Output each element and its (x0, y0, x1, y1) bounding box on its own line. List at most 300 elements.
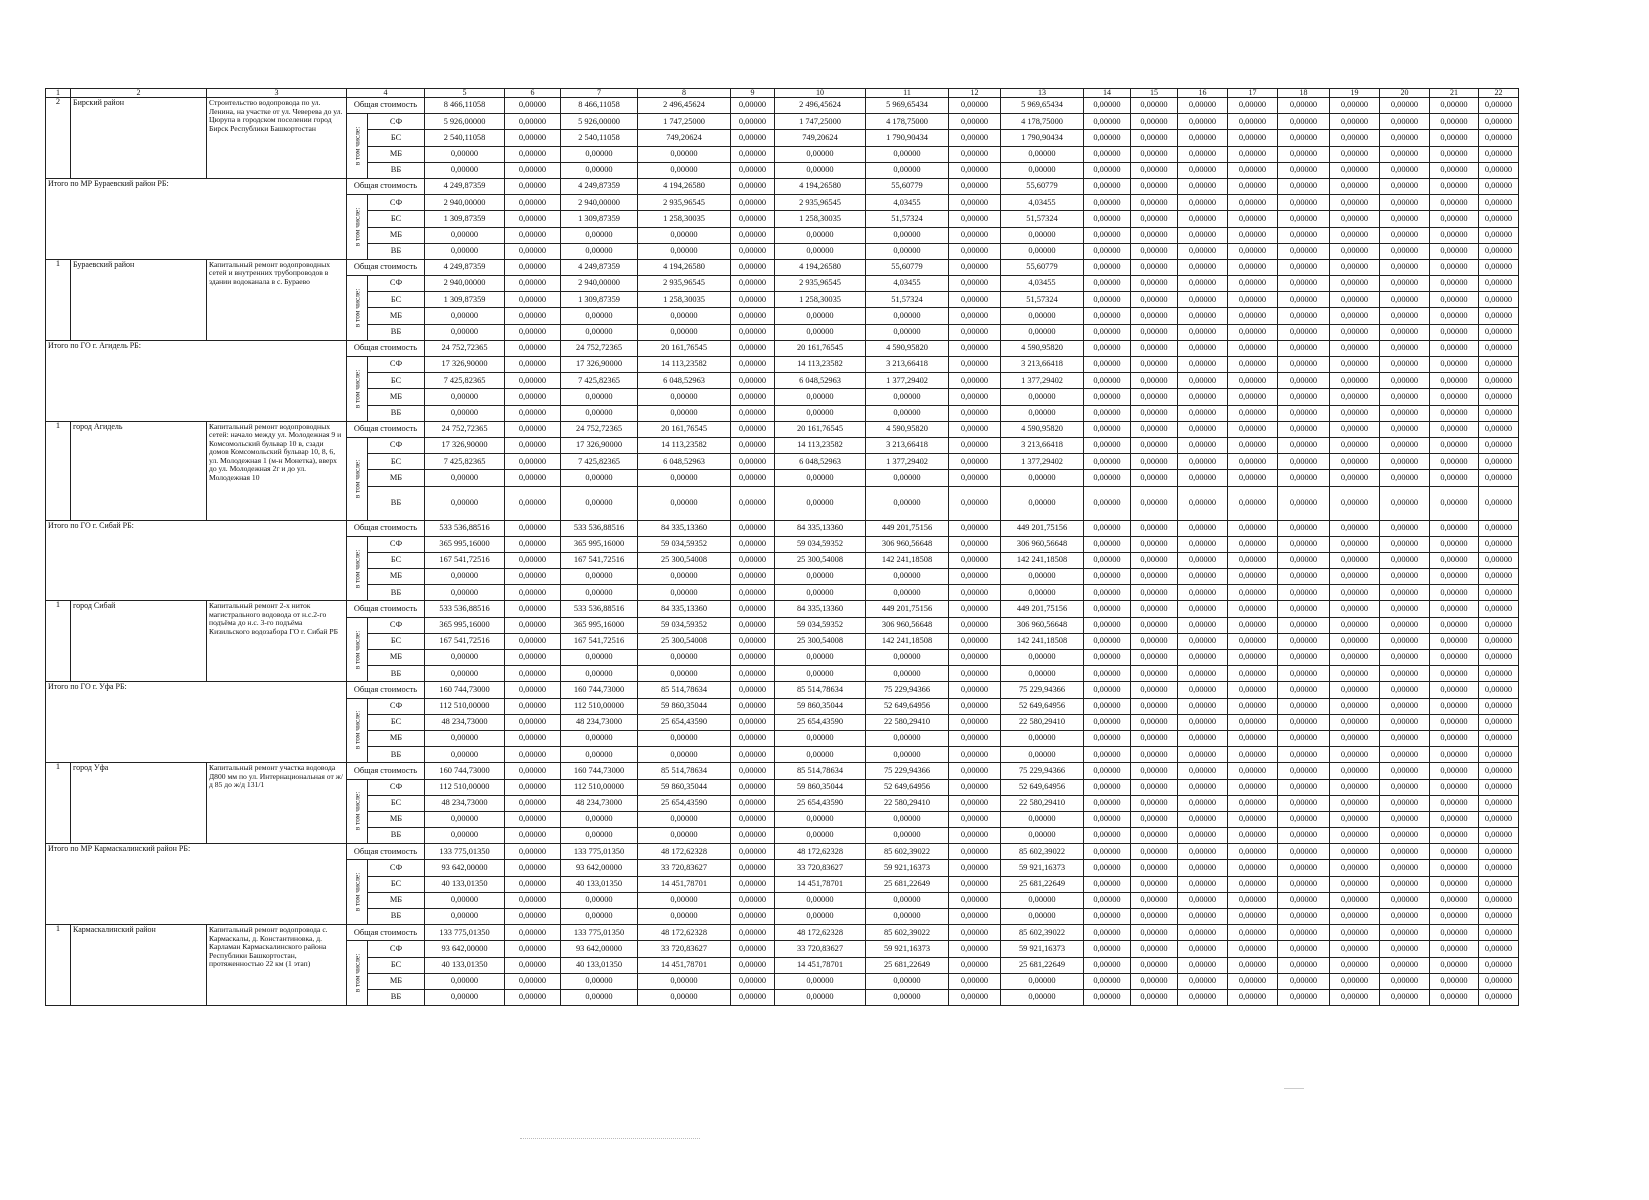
line-label: БС (368, 714, 425, 730)
value-cell: 0,00000 (1228, 437, 1278, 453)
value-cell: 14 113,23582 (775, 357, 866, 373)
value-cell: 0,00000 (1084, 730, 1131, 746)
value-cell: 0,00000 (1330, 259, 1380, 275)
value-cell: 0,00000 (1278, 292, 1330, 308)
value-cell: 0,00000 (949, 714, 1001, 730)
value-cell: 0,00000 (1131, 892, 1178, 908)
value-cell: 0,00000 (1131, 795, 1178, 811)
value-cell: 93 642,00000 (561, 941, 638, 957)
value-cell: 0,00000 (1178, 682, 1228, 698)
value-cell: 0,00000 (731, 292, 775, 308)
value-cell: 0,00000 (1228, 892, 1278, 908)
value-cell: 0,00000 (1380, 308, 1430, 324)
value-cell: 0,00000 (638, 585, 731, 601)
value-cell: 0,00000 (1084, 211, 1131, 227)
value-cell: 0,00000 (1178, 227, 1228, 243)
value-cell: 0,00000 (731, 486, 775, 520)
value-cell: 0,00000 (1330, 747, 1380, 763)
line-label: ВБ (368, 666, 425, 682)
value-cell: 25 300,54008 (775, 552, 866, 568)
value-cell: 0,00000 (1228, 973, 1278, 989)
value-cell: 0,00000 (1479, 730, 1519, 746)
value-cell: 0,00000 (731, 211, 775, 227)
value-cell: 0,00000 (1228, 714, 1278, 730)
value-cell: 0,00000 (1084, 389, 1131, 405)
value-cell: 0,00000 (1178, 98, 1228, 114)
value-cell: 0,00000 (1178, 114, 1228, 130)
value-cell: 0,00000 (1330, 470, 1380, 486)
value-cell: 0,00000 (1131, 243, 1178, 259)
value-cell: 14 113,23582 (775, 437, 866, 453)
value-cell: 0,00000 (425, 730, 505, 746)
value-cell: 59 921,16373 (866, 860, 949, 876)
value-cell: 0,00000 (1001, 308, 1084, 324)
value-cell: 0,00000 (561, 146, 638, 162)
value-cell: 0,00000 (1131, 195, 1178, 211)
value-cell: 0,00000 (1430, 340, 1479, 356)
value-cell: 0,00000 (1430, 795, 1479, 811)
value-cell: 0,00000 (1430, 876, 1479, 892)
value-cell: 0,00000 (1430, 941, 1479, 957)
value-cell: 0,00000 (1178, 811, 1228, 827)
value-cell: 4 590,95820 (1001, 340, 1084, 356)
value-cell: 0,00000 (1430, 276, 1479, 292)
value-cell: 0,00000 (1479, 146, 1519, 162)
value-cell: 0,00000 (1430, 470, 1479, 486)
value-cell: 449 201,75156 (866, 601, 949, 617)
value-cell: 0,00000 (1380, 357, 1430, 373)
value-cell: 0,00000 (505, 569, 561, 585)
value-cell: 0,00000 (1380, 162, 1430, 178)
value-cell: 0,00000 (1479, 650, 1519, 666)
value-cell: 0,00000 (1430, 650, 1479, 666)
value-cell: 0,00000 (1380, 389, 1430, 405)
line-label: Общая стоимость (347, 682, 425, 698)
value-cell: 0,00000 (638, 243, 731, 259)
value-cell: 0,00000 (731, 421, 775, 437)
value-cell: 0,00000 (1178, 195, 1228, 211)
value-cell: 0,00000 (1228, 957, 1278, 973)
value-cell: 0,00000 (1084, 828, 1131, 844)
value-cell: 0,00000 (949, 389, 1001, 405)
value-cell: 55,60779 (866, 259, 949, 275)
value-cell: 0,00000 (1084, 520, 1131, 536)
value-cell: 0,00000 (425, 585, 505, 601)
value-cell: 0,00000 (1430, 130, 1479, 146)
value-cell: 0,00000 (425, 909, 505, 925)
value-cell: 0,00000 (1131, 569, 1178, 585)
district-name: Кармаскалинский район (71, 925, 207, 1006)
value-cell: 22 580,29410 (866, 714, 949, 730)
line-label: Общая стоимость (347, 421, 425, 437)
value-cell: 0,00000 (1479, 714, 1519, 730)
value-cell: 0,00000 (505, 195, 561, 211)
line-label: Общая стоимость (347, 340, 425, 356)
value-cell: 0,00000 (505, 130, 561, 146)
value-cell: 0,00000 (949, 601, 1001, 617)
value-cell: 449 201,75156 (866, 520, 949, 536)
district-name: город Агидель (71, 421, 207, 520)
value-cell: 0,00000 (1278, 682, 1330, 698)
value-cell: 0,00000 (1131, 601, 1178, 617)
value-cell: 7 425,82365 (425, 454, 505, 470)
district-name: город Сибай (71, 601, 207, 682)
line-label: МБ (368, 389, 425, 405)
value-cell: 0,00000 (638, 389, 731, 405)
value-cell: 33 720,83627 (638, 941, 731, 957)
value-cell: 0,00000 (638, 747, 731, 763)
value-cell: 0,00000 (1228, 844, 1278, 860)
value-cell: 0,00000 (505, 114, 561, 130)
value-cell: 25 654,43590 (775, 714, 866, 730)
value-cell: 0,00000 (731, 779, 775, 795)
value-cell: 0,00000 (505, 828, 561, 844)
value-cell: 0,00000 (949, 909, 1001, 925)
value-cell: 0,00000 (425, 989, 505, 1005)
value-cell: 0,00000 (1278, 633, 1330, 649)
value-cell: 0,00000 (1084, 876, 1131, 892)
value-cell: 0,00000 (505, 552, 561, 568)
value-cell: 0,00000 (1330, 828, 1380, 844)
value-cell: 133 775,01350 (425, 844, 505, 860)
value-cell: 0,00000 (1380, 470, 1430, 486)
line-label: ВБ (368, 243, 425, 259)
value-cell: 0,00000 (1131, 536, 1178, 552)
value-cell: 0,00000 (505, 146, 561, 162)
value-cell: 85 514,78634 (638, 682, 731, 698)
value-cell: 0,00000 (949, 340, 1001, 356)
value-cell: 4 590,95820 (866, 340, 949, 356)
value-cell: 5 926,00000 (561, 114, 638, 130)
value-cell: 0,00000 (1330, 876, 1380, 892)
value-cell: 0,00000 (1131, 730, 1178, 746)
value-cell: 0,00000 (731, 162, 775, 178)
value-cell: 0,00000 (1131, 292, 1178, 308)
value-cell: 0,00000 (1278, 259, 1330, 275)
value-cell: 51,57324 (1001, 292, 1084, 308)
value-cell: 0,00000 (1131, 633, 1178, 649)
value-cell: 2 940,00000 (425, 276, 505, 292)
value-cell: 2 940,00000 (561, 276, 638, 292)
value-cell: 0,00000 (1178, 292, 1228, 308)
value-cell: 0,00000 (1380, 828, 1430, 844)
value-cell: 0,00000 (1131, 178, 1178, 194)
value-cell: 0,00000 (1001, 324, 1084, 340)
value-cell: 0,00000 (731, 601, 775, 617)
value-cell: 0,00000 (1131, 276, 1178, 292)
value-cell: 0,00000 (1178, 357, 1228, 373)
value-cell: 160 744,73000 (561, 763, 638, 779)
column-number: 14 (1084, 89, 1131, 98)
value-cell: 0,00000 (1228, 195, 1278, 211)
value-cell: 160 744,73000 (425, 682, 505, 698)
value-cell: 0,00000 (1084, 617, 1131, 633)
value-cell: 0,00000 (775, 585, 866, 601)
value-cell: 0,00000 (1084, 892, 1131, 908)
value-cell: 0,00000 (731, 973, 775, 989)
vertical-label-cell (347, 617, 368, 682)
value-cell: 0,00000 (1380, 292, 1430, 308)
value-cell: 2 935,96545 (775, 276, 866, 292)
value-cell: 0,00000 (1131, 666, 1178, 682)
value-cell: 0,00000 (1430, 243, 1479, 259)
value-cell: 0,00000 (866, 324, 949, 340)
value-cell: 0,00000 (1479, 811, 1519, 827)
value-cell: 0,00000 (1330, 520, 1380, 536)
value-cell: 0,00000 (1430, 178, 1479, 194)
value-cell: 85 602,39022 (866, 925, 949, 941)
value-cell: 0,00000 (1278, 405, 1330, 421)
value-cell: 0,00000 (1380, 98, 1430, 114)
value-cell: 0,00000 (1228, 601, 1278, 617)
value-cell: 0,00000 (866, 973, 949, 989)
value-cell: 0,00000 (1278, 373, 1330, 389)
value-cell: 0,00000 (731, 536, 775, 552)
value-cell: 0,00000 (561, 828, 638, 844)
value-cell: 0,00000 (1479, 892, 1519, 908)
value-cell: 0,00000 (1330, 243, 1380, 259)
value-cell: 0,00000 (505, 585, 561, 601)
column-number: 12 (949, 89, 1001, 98)
value-cell: 0,00000 (1380, 876, 1430, 892)
value-cell: 1 309,87359 (561, 211, 638, 227)
value-cell: 0,00000 (1380, 633, 1430, 649)
value-cell: 48 234,73000 (561, 714, 638, 730)
value-cell: 0,00000 (1330, 178, 1380, 194)
value-cell: 0,00000 (1330, 860, 1380, 876)
value-cell: 0,00000 (1131, 909, 1178, 925)
line-label: СФ (368, 195, 425, 211)
value-cell: 0,00000 (1430, 454, 1479, 470)
value-cell: 0,00000 (949, 941, 1001, 957)
value-cell: 0,00000 (638, 146, 731, 162)
value-cell: 0,00000 (638, 227, 731, 243)
value-cell: 0,00000 (561, 569, 638, 585)
value-cell: 1 258,30035 (638, 211, 731, 227)
value-cell: 1 377,29402 (1001, 454, 1084, 470)
value-cell: 0,00000 (638, 828, 731, 844)
value-cell: 0,00000 (949, 357, 1001, 373)
value-cell: 0,00000 (505, 666, 561, 682)
value-cell: 0,00000 (1228, 941, 1278, 957)
value-cell: 0,00000 (1084, 227, 1131, 243)
value-cell: 0,00000 (505, 925, 561, 941)
line-label: Общая стоимость (347, 925, 425, 941)
value-cell: 0,00000 (949, 324, 1001, 340)
value-cell: 142 241,18508 (1001, 552, 1084, 568)
value-cell: 0,00000 (1131, 324, 1178, 340)
value-cell: 0,00000 (505, 276, 561, 292)
value-cell: 0,00000 (866, 405, 949, 421)
value-cell: 0,00000 (425, 308, 505, 324)
value-cell: 48 234,73000 (425, 795, 505, 811)
value-cell: 0,00000 (561, 389, 638, 405)
scan-artifact-line (520, 1138, 700, 1140)
line-label: СФ (368, 941, 425, 957)
value-cell: 0,00000 (1330, 682, 1380, 698)
value-cell: 160 744,73000 (561, 682, 638, 698)
value-cell: 0,00000 (949, 421, 1001, 437)
value-cell: 0,00000 (1330, 552, 1380, 568)
value-cell: 0,00000 (1228, 130, 1278, 146)
value-cell: 0,00000 (1228, 925, 1278, 941)
table-row (46, 763, 1519, 779)
value-cell: 55,60779 (1001, 178, 1084, 194)
value-cell: 0,00000 (1084, 633, 1131, 649)
value-cell: 0,00000 (1380, 989, 1430, 1005)
value-cell: 0,00000 (1228, 779, 1278, 795)
value-cell: 0,00000 (425, 811, 505, 827)
value-cell: 0,00000 (1330, 405, 1380, 421)
value-cell: 0,00000 (1430, 146, 1479, 162)
vertical-label: в том числе: (352, 126, 362, 166)
value-cell: 85 514,78634 (775, 763, 866, 779)
value-cell: 3 213,66418 (866, 437, 949, 453)
value-cell: 0,00000 (1479, 130, 1519, 146)
value-cell: 0,00000 (1001, 162, 1084, 178)
value-cell: 0,00000 (1084, 470, 1131, 486)
value-cell: 0,00000 (1430, 909, 1479, 925)
value-cell: 0,00000 (775, 162, 866, 178)
value-cell: 0,00000 (949, 876, 1001, 892)
value-cell: 0,00000 (949, 989, 1001, 1005)
value-cell: 0,00000 (866, 486, 949, 520)
value-cell: 0,00000 (1084, 941, 1131, 957)
value-cell: 0,00000 (1131, 357, 1178, 373)
value-cell: 0,00000 (1430, 585, 1479, 601)
vertical-label-cell (347, 779, 368, 844)
value-cell: 0,00000 (1479, 601, 1519, 617)
value-cell: 0,00000 (1228, 909, 1278, 925)
value-cell: 749,20624 (775, 130, 866, 146)
value-cell: 0,00000 (561, 470, 638, 486)
value-cell: 0,00000 (1131, 779, 1178, 795)
value-cell: 0,00000 (425, 470, 505, 486)
value-cell: 0,00000 (1178, 421, 1228, 437)
value-cell: 0,00000 (1228, 373, 1278, 389)
value-cell: 0,00000 (1084, 666, 1131, 682)
value-cell: 0,00000 (1278, 536, 1330, 552)
value-cell: 0,00000 (1330, 844, 1380, 860)
value-cell: 0,00000 (731, 357, 775, 373)
value-cell: 0,00000 (866, 569, 949, 585)
value-cell: 0,00000 (1479, 828, 1519, 844)
value-cell: 0,00000 (1131, 454, 1178, 470)
value-cell: 8 466,11058 (561, 98, 638, 114)
value-cell: 1 377,29402 (1001, 373, 1084, 389)
value-cell: 749,20624 (638, 130, 731, 146)
value-cell: 4 178,75000 (1001, 114, 1084, 130)
value-cell: 0,00000 (1479, 633, 1519, 649)
value-cell: 0,00000 (505, 454, 561, 470)
value-cell: 0,00000 (1278, 828, 1330, 844)
value-cell: 0,00000 (1131, 520, 1178, 536)
value-cell: 0,00000 (1228, 227, 1278, 243)
value-cell: 5 969,65434 (866, 98, 949, 114)
value-cell: 0,00000 (1330, 437, 1380, 453)
value-cell: 0,00000 (1380, 860, 1430, 876)
value-cell: 0,00000 (949, 633, 1001, 649)
value-cell: 0,00000 (1084, 536, 1131, 552)
vertical-label-cell (347, 860, 368, 925)
column-number: 19 (1330, 89, 1380, 98)
value-cell: 0,00000 (1084, 909, 1131, 925)
value-cell: 25 300,54008 (638, 633, 731, 649)
value-cell: 0,00000 (1278, 844, 1330, 860)
value-cell: 0,00000 (1278, 941, 1330, 957)
table-row (46, 178, 1519, 194)
value-cell: 0,00000 (866, 730, 949, 746)
value-cell: 1 258,30035 (775, 211, 866, 227)
value-cell: 40 133,01350 (425, 957, 505, 973)
value-cell: 0,00000 (1330, 486, 1380, 520)
value-cell: 0,00000 (505, 421, 561, 437)
row-index: 1 (46, 763, 71, 844)
value-cell: 0,00000 (1380, 276, 1430, 292)
value-cell: 0,00000 (1278, 470, 1330, 486)
value-cell: 0,00000 (1228, 454, 1278, 470)
value-cell: 0,00000 (1084, 714, 1131, 730)
table-row (46, 925, 1519, 941)
value-cell: 0,00000 (731, 795, 775, 811)
value-cell: 0,00000 (1479, 195, 1519, 211)
value-cell: 0,00000 (731, 243, 775, 259)
value-cell: 0,00000 (1131, 146, 1178, 162)
value-cell: 0,00000 (1330, 162, 1380, 178)
value-cell: 0,00000 (638, 909, 731, 925)
value-cell: 0,00000 (1228, 536, 1278, 552)
value-cell: 0,00000 (1430, 308, 1479, 324)
value-cell: 17 326,90000 (425, 357, 505, 373)
value-cell: 0,00000 (949, 178, 1001, 194)
value-cell: 0,00000 (949, 666, 1001, 682)
value-cell: 0,00000 (1479, 227, 1519, 243)
column-number: 20 (1380, 89, 1430, 98)
vertical-label: в том числе: (352, 873, 362, 912)
value-cell: 0,00000 (775, 569, 866, 585)
value-cell: 0,00000 (1278, 130, 1330, 146)
value-cell: 52 649,64956 (866, 698, 949, 714)
value-cell: 0,00000 (561, 162, 638, 178)
value-cell: 4,03455 (866, 195, 949, 211)
value-cell: 0,00000 (1380, 763, 1430, 779)
value-cell: 0,00000 (1278, 146, 1330, 162)
value-cell: 0,00000 (505, 682, 561, 698)
value-cell: 0,00000 (1330, 650, 1380, 666)
total-title: Итого по ГО г. Сибай РБ: (46, 520, 347, 601)
value-cell: 0,00000 (775, 811, 866, 827)
value-cell: 0,00000 (1479, 617, 1519, 633)
value-cell: 0,00000 (505, 973, 561, 989)
value-cell: 0,00000 (1178, 730, 1228, 746)
district-name: Бураевский район (71, 259, 207, 340)
value-cell: 7 425,82365 (561, 454, 638, 470)
value-cell: 85 514,78634 (775, 682, 866, 698)
value-cell: 0,00000 (1330, 892, 1380, 908)
value-cell: 0,00000 (1330, 601, 1380, 617)
value-cell: 0,00000 (505, 389, 561, 405)
value-cell: 0,00000 (1430, 666, 1479, 682)
value-cell: 4 249,87359 (425, 259, 505, 275)
value-cell: 0,00000 (1228, 98, 1278, 114)
value-cell: 0,00000 (1178, 130, 1228, 146)
value-cell: 0,00000 (1278, 227, 1330, 243)
value-cell: 0,00000 (425, 892, 505, 908)
value-cell: 0,00000 (1380, 811, 1430, 827)
vertical-label: в том числе: (352, 369, 362, 409)
value-cell: 24 752,72365 (561, 421, 638, 437)
value-cell: 4 249,87359 (561, 259, 638, 275)
